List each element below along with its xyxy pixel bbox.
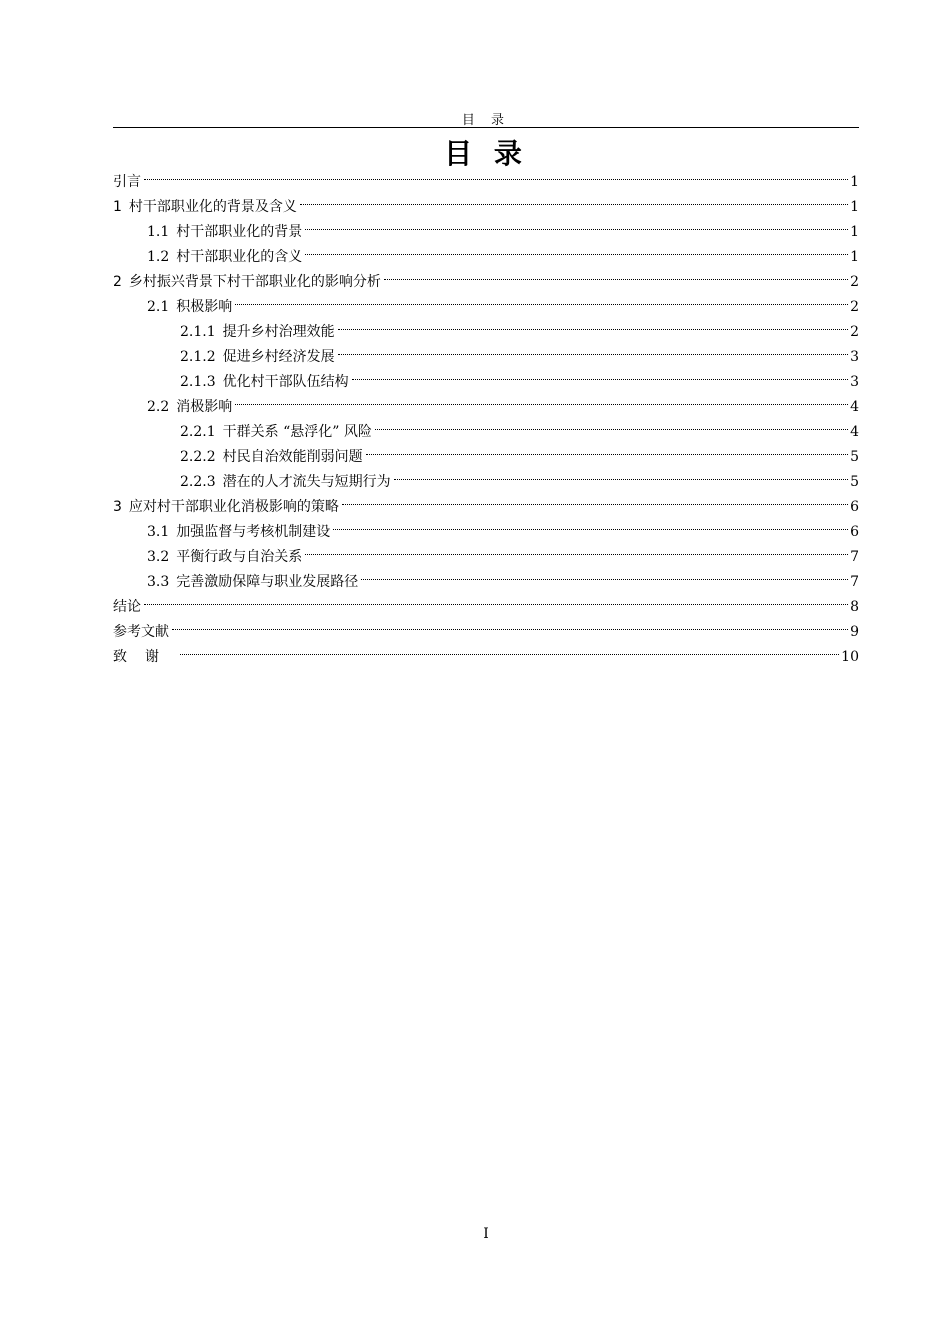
toc-entry-text: 结论 (113, 599, 141, 615)
toc-entry-number: 3 (113, 499, 122, 515)
toc-page-number: 3 (850, 349, 859, 365)
dot-leader (342, 504, 848, 505)
footer-page-number: I (483, 1226, 489, 1242)
toc-page-number: 7 (850, 574, 859, 590)
toc-entry-number: 2.2.2 (180, 449, 216, 465)
dot-leader (144, 179, 848, 180)
toc-entry[interactable] (113, 170, 859, 195)
toc-entry-text: 消极影响 (176, 399, 233, 415)
toc-page-number: 9 (850, 624, 859, 640)
toc-page-number: 2 (850, 274, 859, 290)
header-rule (113, 127, 859, 128)
toc-page-number: 6 (850, 524, 859, 540)
toc-entry-text: 加强监督与考核机制建设 (176, 524, 331, 540)
toc-entry-text: 优化村干部队伍结构 (222, 374, 349, 390)
toc-entry[interactable] (113, 495, 859, 520)
toc-page-number: 6 (850, 499, 859, 515)
toc-entry[interactable] (113, 520, 859, 545)
toc-entry[interactable] (113, 370, 859, 395)
toc-page-number: 2 (850, 299, 859, 315)
toc-entry[interactable] (113, 595, 859, 620)
toc-entry-number: 2.2.1 (180, 424, 216, 440)
toc-entry-text: 参考文献 (113, 624, 169, 640)
dot-leader (338, 329, 848, 330)
toc-page-number: 1 (850, 249, 859, 265)
toc-entry[interactable] (113, 570, 859, 595)
dot-leader (180, 654, 839, 655)
dot-leader (338, 354, 848, 355)
toc-page-number: 1 (850, 174, 859, 190)
toc-page-number: 2 (850, 324, 859, 340)
toc-entry[interactable] (113, 645, 859, 670)
dot-leader (305, 254, 848, 255)
toc-entry-text: 乡村振兴背景下村干部职业化的影响分析 (128, 274, 381, 290)
toc-entry-number: 1.2 (147, 249, 170, 265)
toc-entry-number: 2.2.3 (180, 474, 216, 490)
toc-title: 目 录 (444, 137, 528, 170)
toc-entry-text: 村民自治效能削弱问题 (222, 449, 363, 465)
toc-entry[interactable] (113, 545, 859, 570)
toc-entry-text: 引言 (113, 174, 141, 190)
toc-entry-text: 潜在的人才流失与短期行为 (222, 474, 391, 490)
toc-entry-text: 村干部职业化的含义 (176, 249, 303, 265)
toc-page-number: 1 (850, 224, 859, 240)
toc-page-number: 1 (850, 199, 859, 215)
toc-entry[interactable] (113, 320, 859, 345)
toc-entry[interactable] (113, 420, 859, 445)
toc-entry[interactable] (113, 245, 859, 270)
dot-leader (384, 279, 848, 280)
dot-leader (375, 429, 848, 430)
dot-leader (366, 454, 848, 455)
toc-entry-text: 促进乡村经济发展 (222, 349, 335, 365)
toc-entry[interactable] (113, 195, 859, 220)
dot-leader (235, 404, 848, 405)
dot-leader (172, 629, 848, 630)
dot-leader (235, 304, 848, 305)
dot-leader (305, 229, 848, 230)
toc-entry-number: 2.2 (147, 399, 170, 415)
toc-entry-number: 3.3 (147, 574, 170, 590)
toc-entry[interactable] (113, 445, 859, 470)
toc-entry-number: 1 (113, 199, 122, 215)
toc-page-number: 4 (850, 399, 859, 415)
dot-leader (144, 604, 848, 605)
toc-entry[interactable] (113, 395, 859, 420)
toc-entry-number: 3.2 (147, 549, 170, 565)
dot-leader (352, 379, 848, 380)
toc-entry-number: 2.1 (147, 299, 170, 315)
toc-page-number: 10 (841, 649, 859, 665)
toc-entry[interactable] (113, 470, 859, 495)
dot-leader (394, 479, 848, 480)
toc-entry-text: 平衡行政与自治关系 (176, 549, 303, 565)
toc-entry-number: 2.1.2 (180, 349, 216, 365)
toc-entry-number: 2.1.1 (180, 324, 216, 340)
toc-page-number: 7 (850, 549, 859, 565)
toc-page-number: 4 (850, 424, 859, 440)
toc-page-number: 3 (850, 374, 859, 390)
toc-entry-text: 积极影响 (176, 299, 233, 315)
running-header: 目 录 (461, 113, 511, 128)
toc-entry-number: 2 (113, 274, 122, 290)
toc-page-number: 5 (850, 449, 859, 465)
dot-leader (305, 554, 848, 555)
toc-entry-text: 村干部职业化的背景及含义 (128, 199, 297, 215)
toc-entry-text: 完善激励保障与职业发展路径 (176, 574, 359, 590)
toc-entry[interactable] (113, 270, 859, 295)
toc-entry-number: 2.1.3 (180, 374, 216, 390)
dot-leader (333, 529, 848, 530)
toc-entry-text: 提升乡村治理效能 (222, 324, 335, 340)
toc-entry[interactable] (113, 295, 859, 320)
toc-entry-number: 1.1 (147, 224, 170, 240)
toc-entry-text: 干群关系 “悬浮化” 风险 (222, 424, 372, 440)
toc-entry-text: 应对村干部职业化消极影响的策略 (128, 499, 339, 515)
toc-page-number: 8 (850, 599, 859, 615)
dot-leader (300, 204, 848, 205)
toc-entry[interactable] (113, 620, 859, 645)
toc-entry[interactable] (113, 345, 859, 370)
toc-entry-number: 3.1 (147, 524, 170, 540)
dot-leader (361, 579, 848, 580)
toc-entry-text: 致谢 (113, 649, 177, 665)
toc-entry[interactable] (113, 220, 859, 245)
table-of-contents (113, 170, 859, 670)
toc-page-number: 5 (850, 474, 859, 490)
toc-entry-text: 村干部职业化的背景 (176, 224, 303, 240)
